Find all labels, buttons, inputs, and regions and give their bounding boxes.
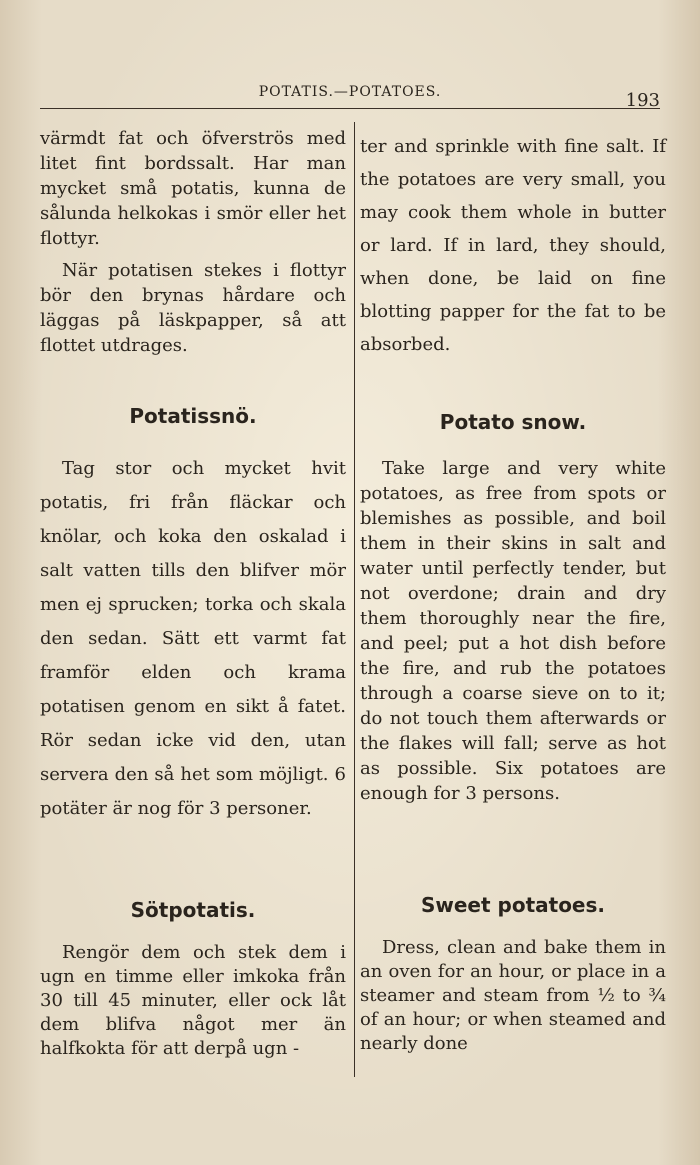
page-number: 193 xyxy=(625,90,660,111)
swedish-intro-paragraph: värmdt fat och öfverströs med litet fint bordssalt. Har man mycket små potatis, kunna de sålunda helkokas i smör eller het flottyr. xyxy=(40,128,346,249)
english-heading-potato-snow: Potato snow. xyxy=(439,410,587,434)
swedish-intro-paragraph-2: När potatisen stekes i flottyr bör den brynas hårdare och läggas på läskpapper, så att flottet utdrages. xyxy=(40,260,346,356)
english-intro-paragraph: ter and sprinkle with fine salt. If the potatoes are very small, you may cook them whole in butter or lard. If in lard, they should, when done, be laid on fine blotting papper for the fat to be absorbed. xyxy=(360,136,666,355)
swedish-recipe-sotpotatis: Rengör dem och stek dem i ugn en timme eller imkoka från 30 till 45 minuter, eller ock låt dem blifva något mer än halfkokta för att derpå ugn - xyxy=(40,942,346,1059)
running-header xyxy=(40,84,660,110)
swedish-recipe-potatissno: Tag stor och mycket hvit potatis, fri från fläckar och knölar, och koka den oskalad i salt vatten tills den blifver mör men ej sprucken; torka och skala den sedan. Sätt ett varmt fat framför elden och krama potatisen genom en sikt å fatet. Rör sedan icke vid den, utan servera den så het som möjligt. 6 potäter är nog för 3 personer. xyxy=(40,458,346,819)
header-rule xyxy=(40,108,660,109)
swedish-heading-sotpotatis: Sötpotatis. xyxy=(130,898,256,922)
english-heading-sweet-potatoes: Sweet potatoes. xyxy=(420,893,605,917)
english-recipe-potato-snow: Take large and very white potatoes, as free from spots or blemishes as possible, and boil them in their skins in salt and water until perfectly tender, but not overdone; drain and dry them thoroughly near the fire, and peel; put a hot dish before the fire, and rub the potatoes through a coarse sieve on to it; do not touch them afterwards or the flakes will fall; serve as hot as possible. Six potatoes are enough for 3 persons. xyxy=(360,458,666,804)
swedish-heading-potatissno: Potatissnö. xyxy=(129,404,257,428)
column-divider xyxy=(354,122,355,1077)
english-recipe-sweet-potatoes: Dress, clean and bake them in an oven for an hour, or place in a steamer and steam from ½ to ¾ of an hour; or when steamed and nearly done xyxy=(360,937,666,1054)
header-title: POTATIS.—POTATOES. xyxy=(258,84,442,100)
